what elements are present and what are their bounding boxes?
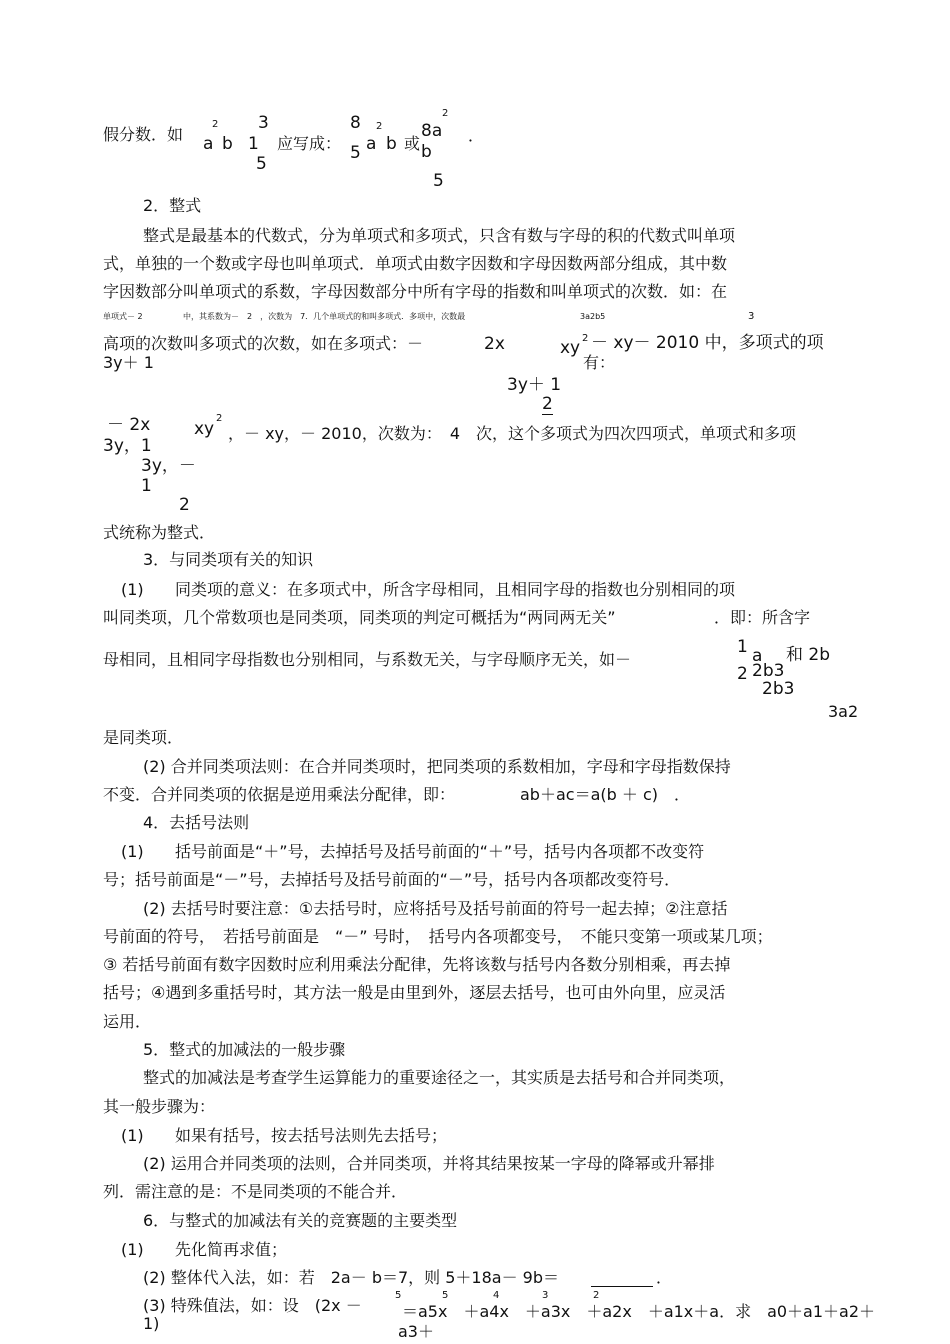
paragraph-line: ，－ xy，－ 2010，次数为： 4 次，这个多项式为四次四项式，单项式和多项 [228, 424, 797, 443]
section-title: 4．去括号法则 [143, 813, 250, 832]
math-sup: 2 [593, 1290, 600, 1301]
mixed-top: 3 [258, 113, 269, 133]
answer-blank [591, 1272, 653, 1287]
math-a: a [203, 134, 214, 154]
math-term: xy [194, 419, 215, 439]
item-number: (1) [121, 1240, 144, 1259]
math-term: 3y，1 [103, 436, 152, 456]
math-a2: a [366, 134, 377, 154]
paragraph-line: 式，单独的一个数或字母也叫单项式．单项式由数字因数和字母因数两部分组成，其中数 [103, 254, 728, 273]
mixed-bottom: 5 [256, 154, 267, 174]
paragraph-line: 式统称为整式． [103, 523, 216, 542]
section-title: 6．与整式的加减法有关的竞赛题的主要类型 [143, 1211, 458, 1230]
math-term: 3a2 [828, 702, 859, 721]
paragraph-line: 母相同，且相同字母指数也分别相同，与系数无关，与字母顺序无关，如－ [103, 650, 632, 669]
math-sup: 3 [542, 1290, 549, 1301]
math-sup: 5 [442, 1290, 449, 1301]
math-sup2: 2 [376, 121, 383, 132]
text-or: 或 [404, 134, 421, 153]
paragraph-line: 是同类项． [103, 728, 184, 747]
frac-den: 2 [737, 664, 748, 684]
paragraph-line: 括号；④遇到多重括号时，其方法一般是由里到外，逐层去括号，也可由外向里，应灵活 [103, 983, 726, 1002]
tiny-text: 3a2b5 [580, 312, 606, 321]
math-sup: 2 [582, 333, 589, 344]
frac-num: 8 [350, 113, 361, 133]
math-term: xy [560, 338, 581, 358]
tiny-text: 中，其系数为－ 2 ，次数为 7．几个单项式的和叫多项式．多项中，次数最 [183, 312, 466, 321]
math-sup: 2 [212, 119, 219, 130]
paragraph-line: 其一般步骤为： [103, 1097, 216, 1116]
math-term: 2x [484, 334, 505, 354]
math-sup: 5 [395, 1290, 402, 1301]
paragraph-line: 整式的加减法是考查学生运算能力的重要途径之一，其实质是去括号和合并同类项， [143, 1068, 736, 1087]
paragraph-line: 号前面的符号， 若括号前面是 “－” 号时， 括号内各项都变号， 不能只变第一项或某几项； [103, 927, 773, 946]
paragraph-line: 如果有括号，按去括号法则先去括号； [175, 1126, 448, 1145]
math-sup: 4 [493, 1290, 500, 1301]
text-period: ． [656, 1268, 673, 1287]
paragraph-line: － xy－ 2010 中，多项式的项 [591, 333, 824, 353]
math-term: － 2x [107, 415, 151, 435]
tiny-text: 单项式－ 2 [103, 312, 143, 321]
frac2-num: 8a [421, 121, 443, 141]
frac-num: 1 [737, 637, 748, 657]
math-term: 3y，－ [141, 456, 196, 476]
math-a: a [752, 646, 763, 666]
paragraph-line: 列．需注意的是：不是同类项的不能合并． [103, 1182, 408, 1201]
math-formula: a3＋ [398, 1322, 434, 1341]
paragraph-line: ③ 若括号前面有数字因数时应利用乘法分配律，先将该数与括号内各数分别相乘，再去掉 [103, 955, 731, 974]
paragraph-line: (2) 合并同类项法则：在合并同类项时，把同类项的系数相加，字母和字母指数保持 [143, 757, 731, 776]
paragraph-line: (2) 运用合并同类项的法则，合并同类项，并将其结果按某一字母的降幂或升幂排 [143, 1154, 715, 1173]
paragraph-line: 1) [143, 1314, 160, 1333]
paragraph-line: ．即：所含字 [714, 608, 811, 627]
paragraph-line: 括号前面是“＋”号，去掉括号及括号前面的“＋”号，括号内各项都不改变符 [175, 842, 705, 861]
math-term: 3y＋ 1 [103, 353, 154, 372]
frac2-den5: 5 [433, 171, 444, 191]
math-formula: ab＋ac＝a(b ＋ c) ． [520, 785, 690, 804]
text-write-as: 应写成： [277, 134, 342, 153]
paragraph-line: 号；括号前面是“－”号，去掉括号及括号前面的“－”号，括号内各项都改变符号． [103, 870, 681, 889]
math-term: 1 [141, 476, 152, 496]
paragraph-line: 字因数部分叫单项式的系数，字母因数部分中所有字母的指数和叫单项式的次数．如：在 [103, 282, 728, 301]
frac-den: 5 [350, 143, 361, 163]
section-title: 3．与同类项有关的知识 [143, 550, 314, 569]
frac2-den: b [421, 142, 432, 162]
section-title: 5．整式的加减法的一般步骤 [143, 1040, 346, 1059]
paragraph-line: 先化简再求值； [175, 1240, 288, 1259]
item-number: (1) [121, 1126, 144, 1145]
paragraph-line: (3) 特殊值法，如：设 (2x － [143, 1296, 362, 1315]
math-term: 2 [179, 495, 190, 515]
math-sup: 2 [216, 413, 223, 424]
text-have: 有： [583, 353, 616, 372]
math-term: 2b3 [762, 679, 795, 699]
tiny-text: 3 [748, 311, 755, 322]
math-b: b [222, 134, 233, 154]
paragraph-line: 叫同类项，几个常数项也是同类项，同类项的判定可概括为“两同两无关” [103, 608, 616, 627]
section-title: 2．整式 [143, 196, 202, 215]
math-term: 3y＋ 1 [507, 375, 562, 395]
paragraph-line: 运用． [103, 1012, 152, 1031]
paragraph-line: 不变．合并同类项的依据是逆用乘法分配律，即： [103, 785, 456, 804]
item-number: (1) [121, 580, 144, 599]
math-formula: ＝a5x ＋a4x ＋a3x ＋a2x ＋a1x＋a．求 a0＋a1＋a2＋ [402, 1302, 876, 1321]
paragraph-line: (2) 整体代入法，如：若 2a－ b＝7，则 5＋18a－ 9b＝ [143, 1268, 560, 1287]
text-period: ． [468, 126, 485, 145]
paragraph-line: (2) 去括号时要注意：①去括号时，应将括号及括号前面的符号一起去掉；②注意括 [143, 899, 728, 918]
paragraph-line: 整式是最基本的代数式，分为单项式和多项式，只含有数与字母的积的代数式叫单项 [143, 226, 736, 245]
frac2-sup: 2 [442, 108, 449, 119]
paragraph-line: 同类项的意义：在多项式中，所含字母相同，且相同字母的指数也分别相同的项 [175, 580, 736, 599]
math-term: 和 2b [786, 645, 831, 665]
text-lead: 假分数．如 [103, 125, 184, 144]
math-b2: b [386, 134, 397, 154]
paragraph-line: 高项的次数叫多项式的次数，如在多项式：－ [103, 334, 424, 353]
math-term: 2b3 [752, 661, 785, 681]
mixed-whole: 1 [248, 134, 259, 154]
math-term: 2 [542, 394, 553, 414]
item-number: (1) [121, 842, 144, 861]
